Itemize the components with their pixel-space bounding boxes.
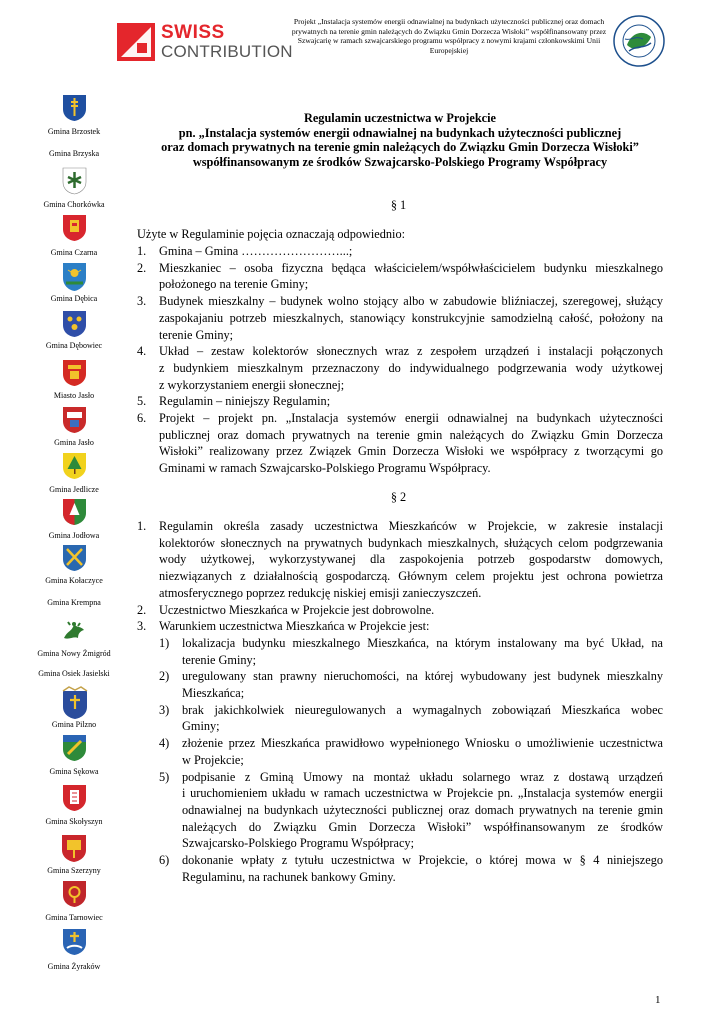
list-item-line: publicznej oraz domach prywatnych na terenie gmin należących do Związku Gmin Dorzecza bbox=[159, 427, 663, 442]
crest-jaslo-city-icon bbox=[62, 359, 87, 392]
crest-debica-icon bbox=[62, 262, 87, 297]
crest-skolyszyn-icon bbox=[62, 784, 87, 817]
list-item-line: lokalizacja budynku mieszkalnego Mieszkańca, na którym instalowany ma być Układ, na bbox=[182, 635, 663, 650]
zwiazek-gmin-logo bbox=[613, 15, 665, 67]
list-item-line: uregulowany stan prawny nieruchomości, na której wybudowany jest budynek mieszkalny bbox=[182, 669, 663, 684]
municipality-label: Gmina Sękowa bbox=[49, 767, 99, 776]
title-line: Regulamin uczestnictwa w Projekcie bbox=[303, 111, 497, 125]
list-item-line: złożenie przez Mieszkańca prawidłowo wypełnionego Wniosku o umożliwienie uczestnictwa bbox=[182, 736, 663, 751]
crest-zyrakow-icon bbox=[62, 928, 87, 961]
list-number: 3) bbox=[159, 702, 170, 717]
municipality-label: Gmina Chorkówka bbox=[43, 200, 105, 209]
list-item-line: Wisłoki” realizowany przez Związek Gmin Dorzecza Wisłoki we współpracy z tworzącymi go bbox=[159, 444, 663, 459]
municipality-label: Gmina Jasło bbox=[54, 438, 94, 447]
list-item-line: Gminy; bbox=[182, 719, 220, 734]
list-item-line: Budynek mieszkalny – budynek wolno stojący albo w zabudowie bliźniaczej, szeregowej, służący bbox=[159, 294, 663, 309]
municipality-label: Gmina Dębica bbox=[50, 294, 98, 303]
crest-tarnowiec-icon bbox=[62, 880, 87, 913]
logo-word-contribution: CONTRIBUTION bbox=[161, 42, 293, 61]
list-number: 6) bbox=[159, 853, 170, 867]
municipality-label: Gmina Szerzyny bbox=[47, 866, 101, 875]
list-item-line: Projekt – projekt pn. „Instalacja systemów energii odnawialnej na budynkach użyteczności bbox=[159, 411, 663, 425]
municipality-label: Gmina Kołaczyce bbox=[45, 576, 103, 585]
list-item-line: Regulamin określa zasady uczestnictwa Mieszkańców w Projekcie, w zakresie instalacji bbox=[159, 519, 663, 533]
list-number: 1. bbox=[137, 244, 147, 258]
crest-szerzyny-icon bbox=[60, 833, 88, 868]
section-1-heading: § 1 bbox=[390, 198, 407, 212]
list-item-line: terenie Gminy; bbox=[159, 327, 234, 342]
municipality-label: Miasto Jasło bbox=[53, 391, 95, 400]
list-item-line: wody użytkowej, wykorzystywanej dla zaspokojenia potrzeb gospodarstw domowych, bbox=[159, 552, 663, 567]
list-item-line: odnawialnej na budynkach użyteczności publicznej oraz domach prywatnych na terenie gmin bbox=[182, 802, 663, 817]
project-note: Projekt „Instalacja systemów energii odnawialnej na budynkach użyteczności publicznej oraz domach prywatnych na terenie gmin należących do Związku Gmin Dorzecza Wisłoki” współfinansowany przez Szwajcarię w ramach szwajcarskiego programu współpracy z nowymi krajami członkowskimi Unii Europejskiej bbox=[291, 17, 607, 55]
list-number: 1. bbox=[137, 519, 147, 533]
section-1-intro: Użyte w Regulaminie pojęcia oznaczają odpowiednio: bbox=[137, 227, 406, 241]
list-item-line: Regulamin – niniejszy Regulamin; bbox=[159, 394, 331, 409]
list-number: 3. bbox=[137, 619, 147, 634]
crest-kolaczyce-icon bbox=[62, 544, 87, 577]
municipality-label: Gmina Osiek Jasielski bbox=[38, 669, 110, 678]
crest-brzostek-icon bbox=[62, 94, 87, 127]
list-item-line: Układ – zestaw kolektorów słonecznych wraz z zespołem urządzeń i instalacji połączonych bbox=[159, 344, 663, 359]
municipality-label: Gmina Brzyska bbox=[49, 149, 99, 158]
crest-czarna-icon bbox=[62, 214, 87, 247]
list-number: 4) bbox=[159, 736, 170, 751]
list-number: 5. bbox=[137, 394, 147, 409]
list-item-line: kolektorów słonecznych na prywatnych budynkach mieszkalnych, służących celom podgrzewania bbox=[159, 535, 663, 550]
list-item-line: położonego na terenie Gminy; bbox=[159, 277, 309, 292]
list-item-line: Gminami w ramach Szwajcarsko-Polskiego Programu Współpracy. bbox=[159, 461, 491, 476]
list-number: 1) bbox=[159, 635, 170, 650]
list-number: 4. bbox=[137, 344, 147, 359]
municipality-label: Gmina Skołyszyn bbox=[45, 817, 103, 826]
list-item-line: należących do Związku Gmin Dorzecza Wisłoki” współfinansowanym ze środków bbox=[182, 819, 663, 834]
municipality-label: Gmina Nowy Żmigród bbox=[37, 649, 111, 658]
list-item-line: zaspokajaniu potrzeb mieszkalnych, stanowiący konstrukcyjnie samodzielną całość, położony na bbox=[159, 310, 663, 325]
list-item-line: Regulaminu, na rachunek bankowy Gminy. bbox=[182, 869, 396, 884]
municipality-label: Gmina Jodłowa bbox=[48, 531, 100, 540]
list-number: 3. bbox=[137, 294, 147, 309]
list-number: 2. bbox=[137, 602, 147, 617]
list-item-line: brak jakichkolwiek nieuregulowanych a wymagalnych zobowiązań Mieszkańca wobec bbox=[182, 702, 663, 717]
list-item-line: Mieszkaniec – osoba fizyczna będąca właścicielem/współwłaścicielem budynku mieszkalnego bbox=[159, 260, 663, 275]
municipality-label: Gmina Żyraków bbox=[47, 962, 101, 971]
title-line: pn. „Instalacja systemów energii odnawialnej na budynkach użyteczności publicznej bbox=[178, 125, 622, 140]
municipality-label: Gmina Dębowiec bbox=[45, 341, 103, 350]
municipality-sidebar bbox=[0, 0, 148, 1024]
municipality-label: Gmina Brzostek bbox=[47, 127, 101, 136]
municipality-label: Gmina Jedlicze bbox=[49, 485, 99, 494]
list-item-line: z wykorzystaniem energii słonecznej; bbox=[159, 377, 345, 392]
municipality-label: Gmina Tarnowiec bbox=[45, 913, 103, 922]
municipality-label: Gmina Pilzno bbox=[51, 720, 97, 729]
document-title bbox=[160, 111, 640, 169]
crest-debowiec-icon bbox=[62, 310, 87, 343]
list-item-line: Mieszkańca; bbox=[182, 686, 245, 700]
list-number: 2. bbox=[137, 260, 147, 275]
municipality-label: Gmina Krempna bbox=[47, 598, 101, 607]
crest-jaslo-icon bbox=[62, 406, 87, 439]
list-item-line: z budynkiem mieszkalnym przeznaczony do indywidualnego podgrzewania wody użytkowej bbox=[159, 360, 663, 375]
list-item-line: Warunkiem uczestnictwa Mieszkańca w Projekcie jest: bbox=[159, 619, 430, 634]
list-item-line: Gmina – Gmina ……………………...; bbox=[159, 244, 353, 258]
crest-sekowa-icon bbox=[62, 734, 87, 767]
list-item-line: Uczestnictwo Mieszkańca w Projekcie jest dobrowolne. bbox=[159, 602, 435, 617]
municipality-label: Gmina Czarna bbox=[50, 248, 98, 257]
list-number: 2) bbox=[159, 669, 170, 684]
list-item-line: i uruchomieniem układu w ramach uczestnictwa w Projekcie pn. „Instalacja systemów energii bbox=[182, 786, 663, 801]
list-number: 5) bbox=[159, 769, 170, 784]
title-line: oraz domach prywatnych na terenie gmin należących do Związku Gmin Dorzecza Wisłoki” bbox=[161, 140, 639, 155]
section-2-heading: § 2 bbox=[390, 490, 407, 504]
crest-jedlicze-icon bbox=[62, 452, 87, 485]
list-item-line: podpisanie z Gminą Umowy na montaż układu solarnego wraz z dostawą urządzeń bbox=[182, 769, 663, 784]
crest-zmigrod-icon bbox=[58, 614, 90, 651]
page-number: 1 bbox=[655, 994, 661, 1006]
list-item-line: niezwiązanych z działalnością gospodarczą. Głównym celem projektu jest ochrona powietrza bbox=[159, 569, 663, 584]
list-item-line: terenie Gminy; bbox=[182, 652, 257, 667]
list-number: 6. bbox=[137, 411, 147, 425]
list-item-line: dokonanie wpłaty z tytułu uczestnictwa w Projekcie, o której mowa w § 4 niniejszego bbox=[182, 853, 663, 867]
logo-word-swiss: SWISS bbox=[161, 22, 225, 43]
list-item-line: atmosferycznego poprzez redukcję niskiej emisji zanieczyszczeń. bbox=[159, 585, 482, 600]
title-line: współfinansowanym ze środków Szwajcarsko-Polskiego Programy Współpracy bbox=[192, 154, 608, 169]
crest-chorkowka-icon bbox=[62, 167, 87, 200]
list-item-line: Szwajcarsko-Polskiego Programu Współpracy; bbox=[182, 836, 415, 851]
list-item-line: w Projekcie; bbox=[182, 752, 244, 767]
